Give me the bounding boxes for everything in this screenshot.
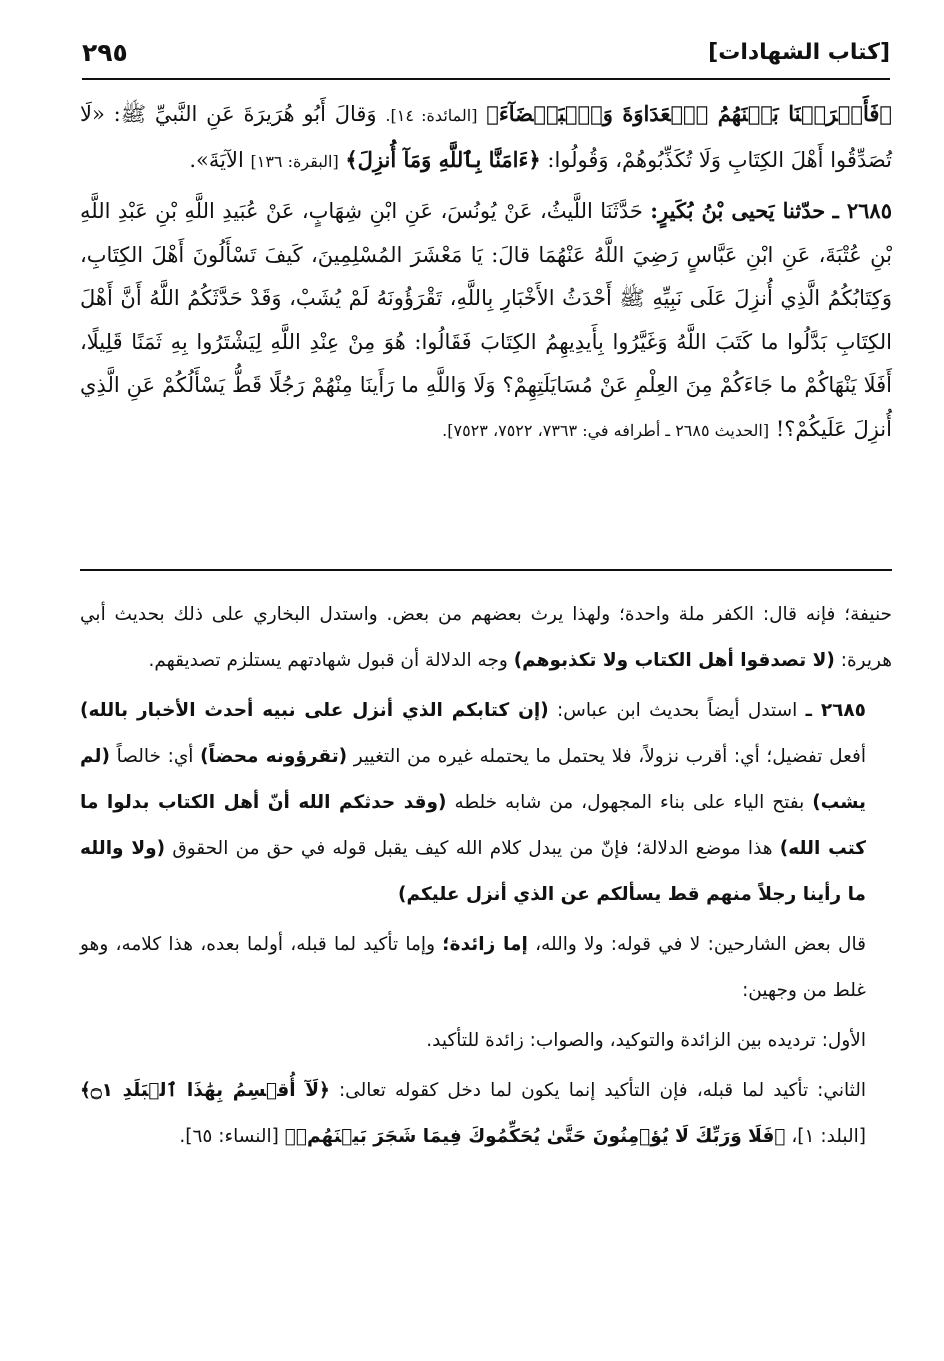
commentary-paragraph	[80, 688, 892, 918]
quoted-text: إما زائدة؛	[442, 934, 528, 955]
commentary-text: استدل أيضاً بحديث ابن عباس:	[557, 700, 798, 721]
verse-citation: [المائدة: ١٤].	[385, 106, 478, 125]
verse-citation: [البقرة: ١٣٦]	[250, 151, 339, 171]
commentary-text: حنيفة؛ فإنه قال: الكفر ملة واحدة؛ ولهذا يرث بعضهم من بعض. واستدل البخاري على ذلك بحديث أبي هريرة:	[80, 604, 892, 671]
hadith-number: ٢٦٨٥ ـ	[805, 700, 866, 721]
intro-end: الآيَةَ».	[189, 147, 244, 172]
intro-paragraph	[80, 92, 892, 183]
commentary-text: أفعل تفضيل؛ أي: أقرب نزولاً، فلا يحتمل ما يحتمله غيره من التغيير	[353, 746, 866, 767]
quran-verse: ﴿فَأَغۡرَيۡنَا بَيۡنَهُمُ ٱلۡعَدَاوَةَ وَٱلۡبَغۡضَآءَ﴾	[486, 101, 892, 126]
commentary-text: هذا موضع الدلالة؛ فإنّ من يبدل كلام الله كيف يقبل قوله في حق من الحقوق	[172, 838, 773, 859]
commentary-text: أي: خالصاً	[116, 746, 194, 767]
page-header	[82, 38, 890, 80]
hadith-narrator: حدّثنا يَحيى بْنُ بُكَيرٍ:	[650, 198, 826, 223]
page-number: ٢٩٥	[82, 38, 128, 67]
commentary-text: الثاني: تأكيد لما قبله، فإن التأكيد إنما يكون لما دخل كقوله تعالى:	[338, 1080, 866, 1101]
commentary-text: بفتح الياء على بناء المجهول، من شابه خلطه	[454, 792, 805, 813]
commentary-text: الأول: ترديده بين الزائدة والتوكيد، والصواب: زائدة للتأكيد.	[426, 1030, 866, 1051]
hadith-paragraph	[80, 189, 892, 452]
commentary-text: قال بعض الشارحين: لا في قوله: ولا والله،	[535, 934, 866, 955]
commentary-text: وجه الدلالة أن قبول شهادتهم يستلزم تصديقهم.	[148, 650, 508, 671]
quoted-text: (وقد حدثكم الله أنّ أهل الكتاب بدلوا ما كتب الله)	[80, 792, 867, 859]
commentary-paragraph	[80, 922, 892, 1014]
quoted-text: (لا تصدقوا أهل الكتاب ولا تكذبوهم)	[513, 650, 835, 671]
commentary-paragraph	[80, 592, 892, 684]
commentary-paragraph	[80, 1018, 892, 1064]
quoted-text: (لم يشب)	[80, 746, 866, 813]
quoted-text: (ولا والله ما رأينا رجلاً منهم قط يسألكم عن الذي أنزل عليكم)	[80, 838, 866, 905]
footnote-divider	[80, 569, 892, 571]
quran-verse: ﴿لَآ أُقۡسِمُ بِهَٰذَا ٱلۡبَلَدِ ۝١﴾	[80, 1080, 330, 1101]
verse-citation: [البلد: ١]،	[791, 1126, 866, 1147]
quran-verse: ﴿فَلَا وَرَبِّكَ لَا يُؤۡمِنُونَ حَتَّىٰ يُحَكِّمُوكَ فِيمَا شَجَرَ بَيۡنَهُمۡ﴾	[284, 1126, 786, 1147]
commentary	[80, 592, 892, 1160]
commentary-text: وإما تأكيد لما قبله، أولما بعده، هذا كلامه، وهو غلط من وجهين:	[80, 934, 866, 1001]
abu-hurayra-saying: وَقالَ أَبُو هُرَيرَةَ عَنِ النَّبيِّ ﷺ: «لَا تُصَدِّقُوا أَهْلَ الكِتَابِ وَلَا تُكَذِّبُوهُمْ، وَقُولُوا:	[80, 102, 892, 172]
hadith-text: حَدَّثَنَا اللَّيثُ، عَنْ يُونُسَ، عَنِ ابْنِ شِهَابٍ، عَنْ عُبَيدِ اللَّهِ بْنِ عَبْدِ اللَّهِ بْنِ عُتْبَةَ، عَنِ ابْنِ عَبَّاسٍ رَضِيَ اللَّهُ عَنْهُمَا قالَ: يَا مَعْشَرَ المُسْلِمِينَ، كَيفَ تَسْأَلُونَ أَهْلَ الكِتَابِ، وَكِتَابُكُمُ الَّذِي أُنزِلَ عَلَى نَبِيِّهِ ﷺ أَحْدَثُ الأَخْبَارِ بِاللَّهِ، تَقْرَؤُونَهُ لَمْ يُشَبْ، وَقَدْ حَدَّثَكُمُ اللَّهُ أَنَّ أَهْلَ الكِتَابِ بَدَّلُوا ما كَتَبَ اللَّهُ وَغَيَّرُوا بِأَيدِيهِمُ الكِتَابَ فَقَالُوا: هُوَ مِنْ عِنْدِ اللَّهِ لِيَشْتَرُوا بِهِ ثَمَنًا قَلِيلًا، أَفَلَا يَنْهَاكُمْ ما جَاءَكُمْ مِنَ العِلْمِ عَنْ مُسَايَلَتِهِمْ؟ وَلَا وَاللَّهِ ما رَأَينَا مِنْهُمْ رَجُلًا قَطُّ يَسْأَلُكُمْ عَنِ الَّذِي أُنزِلَ عَلَيكُمْ؟!	[80, 199, 892, 441]
quoted-text: (تقرؤونه محضاً)	[200, 746, 348, 767]
hadith-citation: [الحديث ٢٦٨٥ ـ أطرافه في: ٧٣٦٣، ٧٥٢٢، ٧٥٢٣].	[442, 420, 770, 440]
quran-verse: ﴿ءَامَنَّا بِٱللَّهِ وَمَآ أُنزِلَ﴾	[345, 146, 541, 172]
main-text	[80, 92, 892, 452]
quoted-text: (إن كتابكم الذي أنزل على نبيه أحدث الأخبار بالله)	[80, 700, 549, 721]
chapter-title: [كتاب الشهادات]	[708, 40, 890, 65]
commentary-paragraph	[80, 1068, 892, 1160]
hadith-number: ٢٦٨٥ ـ	[832, 198, 892, 223]
verse-citation: [النساء: ٦٥].	[179, 1126, 279, 1147]
